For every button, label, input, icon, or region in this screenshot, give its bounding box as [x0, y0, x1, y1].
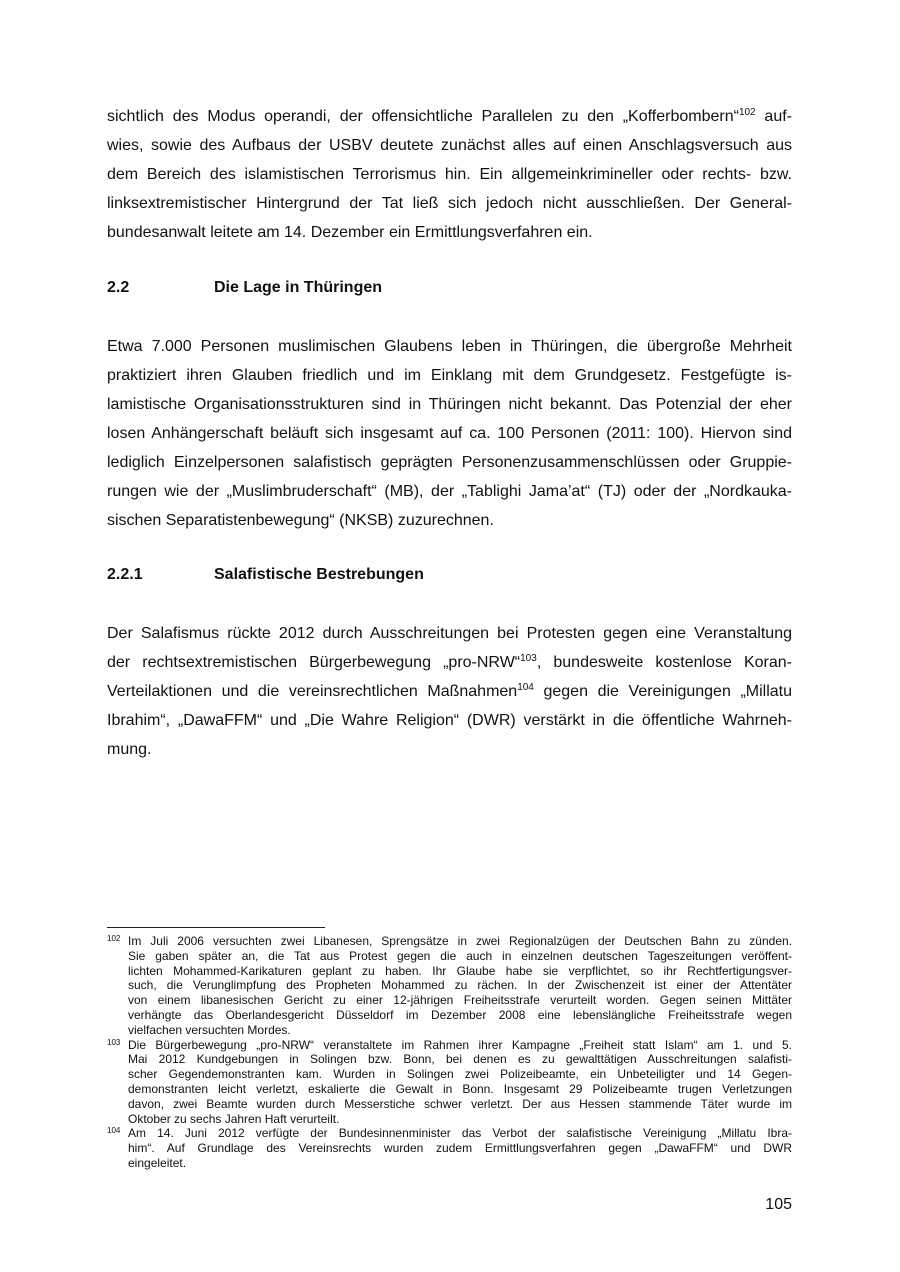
paragraph-salafismus: [107, 619, 792, 764]
text-line: Verteilaktionen und die vereinsrechtlichen Maßnahmen$^{104}$ gegen die Vereinigungen „Millatu: [107, 682, 792, 700]
section-heading-2-2: [107, 279, 382, 297]
text-line: der rechtsextremistischen Bürgerbewegung „pro-NRW“$^{103}$, bundesweite kostenlose Koran-: [107, 653, 793, 671]
footnote-mark: 104: [107, 1126, 121, 1136]
text-line: wies, sowie des Aufbaus der USBV deutete zunächst alles auf einen Anschlagsversuch aus: [107, 137, 792, 154]
text-line: lamistische Organisationsstrukturen sind in Thüringen nicht bekannt. Das Potenzial der eher: [107, 396, 792, 413]
footnote-line: scher Gegendemonstranten kam. Wurden in Solingen zwei Polizeibeamte, ein Unbeteiligter und 14 Gegen-: [128, 1067, 792, 1082]
footnote-line: him“. Auf Grundlage des Vereinsrechts wurden zudem Ermittlungsverfahren gegen „DawaFFM“ und DWR: [128, 1141, 792, 1156]
footnotes: [107, 934, 792, 1171]
text-line: Ibrahim“, „DawaFFM“ und „Die Wahre Religion“ (DWR) verstärkt in die öffentliche Wahrneh-: [107, 712, 792, 729]
footnote-line: davon, zwei Beamte wurden durch Messerstiche schwer verletzt. Der aus Hessen stammende Täter wurde im: [128, 1096, 792, 1111]
section-heading-2-2-1: [107, 566, 424, 584]
text-line: sischen Separatistenbewegung“ (NKSB) zuzurechnen.: [107, 512, 494, 529]
section-title: Die Lage in Thüringen: [214, 279, 383, 296]
footnote-separator: [107, 927, 325, 928]
text-line: bundesanwalt leitete am 14. Dezember ein Ermittlungsverfahren ein.: [107, 224, 593, 241]
footnote-line: verhängte das Oberlandesgericht Düsseldorf im Dezember 2008 eine lebenslängliche Freiheitsstrafe wegen: [128, 1007, 792, 1022]
footnote-line: demonstranten leicht verletzt, eskalierte die Gewalt in Bonn. Insgesamt 29 Polizeibeamte trugen Verletzungen: [128, 1081, 792, 1096]
footnote-ref-103[interactable]: 103: [520, 653, 537, 664]
footnote-line: Mai 2012 Kundgebungen in Solingen bzw. Bonn, bei denen es zu gewalttätigen Ausschreitungen salafisti-: [128, 1052, 792, 1067]
page-number: 105: [765, 1196, 792, 1213]
paragraph-lage-thueringen: [107, 332, 792, 535]
text-line: rungen wie der „Muslimbruderschaft“ (MB), der „Tablighi Jama’at“ (TJ) oder der „Nordkauka-: [107, 483, 792, 500]
footnote-line: eingeleitet.: [128, 1155, 187, 1170]
footnote-ref-104[interactable]: 104: [517, 682, 534, 693]
section-title: Salafistische Bestrebungen: [214, 566, 424, 583]
paragraph-modus-operandi: [107, 102, 792, 247]
text-line: dem Bereich des islamistischen Terrorismus hin. Ein allgemeinkrimineller oder rechts- bzw.: [107, 166, 792, 183]
footnote-mark: 102: [107, 934, 121, 943]
text-line: praktiziert ihren Glauben friedlich und im Einklang mit dem Grundgesetz. Festgefügte is-: [107, 367, 792, 384]
text-line: losen Anhängerschaft beläuft sich insgesamt auf ca. 100 Personen (2011: 100). Hiervon sind: [107, 425, 792, 442]
footnote-line: such, die Verunglimpfung des Propheten Mohammed zu rächen. In der Zwischenzeit ist einer der Attentäter: [128, 978, 792, 993]
footnote-line: vielfachen versuchten Mordes.: [128, 1022, 291, 1037]
footnote-102: [107, 934, 792, 1038]
text-line: Der Salafismus rückte 2012 durch Ausschreitungen bei Protesten gegen eine Veranstaltung: [107, 625, 792, 642]
footnote-line: lichten Mohammed-Karikaturen geplant zu haben. Ihr Glaube habe sie verpflichtet, so ihr Rechtfertigungsver-: [128, 963, 792, 978]
footnote-mark: 103: [107, 1037, 121, 1047]
document-page: [107, 0, 792, 1272]
text-line: lediglich Einzelpersonen salafistisch geprägten Personenzusammenschlüssen oder Gruppie-: [107, 454, 792, 471]
text-line: Etwa 7.000 Personen muslimischen Glaubens leben in Thüringen, die übergroße Mehrheit: [107, 338, 792, 355]
text-line: sichtlich des Modus operandi, der offensichtliche Parallelen zu den „Kofferbombern“$^{102}$ auf-: [107, 107, 793, 125]
text-line: linksextremistischer Hintergrund der Tat ließ sich jedoch nicht ausschließen. Der General-: [107, 195, 792, 212]
footnote-line: Am 14. Juni 2012 verfügte der Bundesinnenminister das Verbot der salafistische Vereinigung „Millatu Ibra-: [128, 1126, 792, 1141]
footnote-line: Sie gaben später an, die Tat aus Protest gegen die auch in einzelnen deutschen Tageszeitungen veröffent-: [128, 948, 792, 963]
text-line: mung.: [107, 741, 152, 758]
footnote-103: [107, 1038, 792, 1127]
footnote-ref-102[interactable]: 102: [738, 107, 756, 118]
footnote-line: Oktober zu sechs Jahren Haft verurteilt.: [128, 1111, 340, 1126]
footnote-line: Die Bürgerbewegung „pro-NRW“ veranstaltete im Rahmen ihrer Kampagne „Freiheit statt Islam“ am 1. und 5.: [128, 1037, 792, 1052]
section-number: 2.2: [107, 279, 130, 296]
section-number: 2.2.1: [107, 566, 143, 583]
footnote-line: von einem libanesischen Gericht zu einer 12-jährigen Freiheitsstrafe verurteilt worden. Gegen seinen Mittäter: [128, 993, 792, 1008]
footnote-line: Im Juli 2006 versuchten zwei Libanesen, Sprengsätze in zwei Regionalzügen der Deutschen Bahn zu zünden.: [128, 934, 792, 948]
footnote-104: [107, 1126, 792, 1170]
